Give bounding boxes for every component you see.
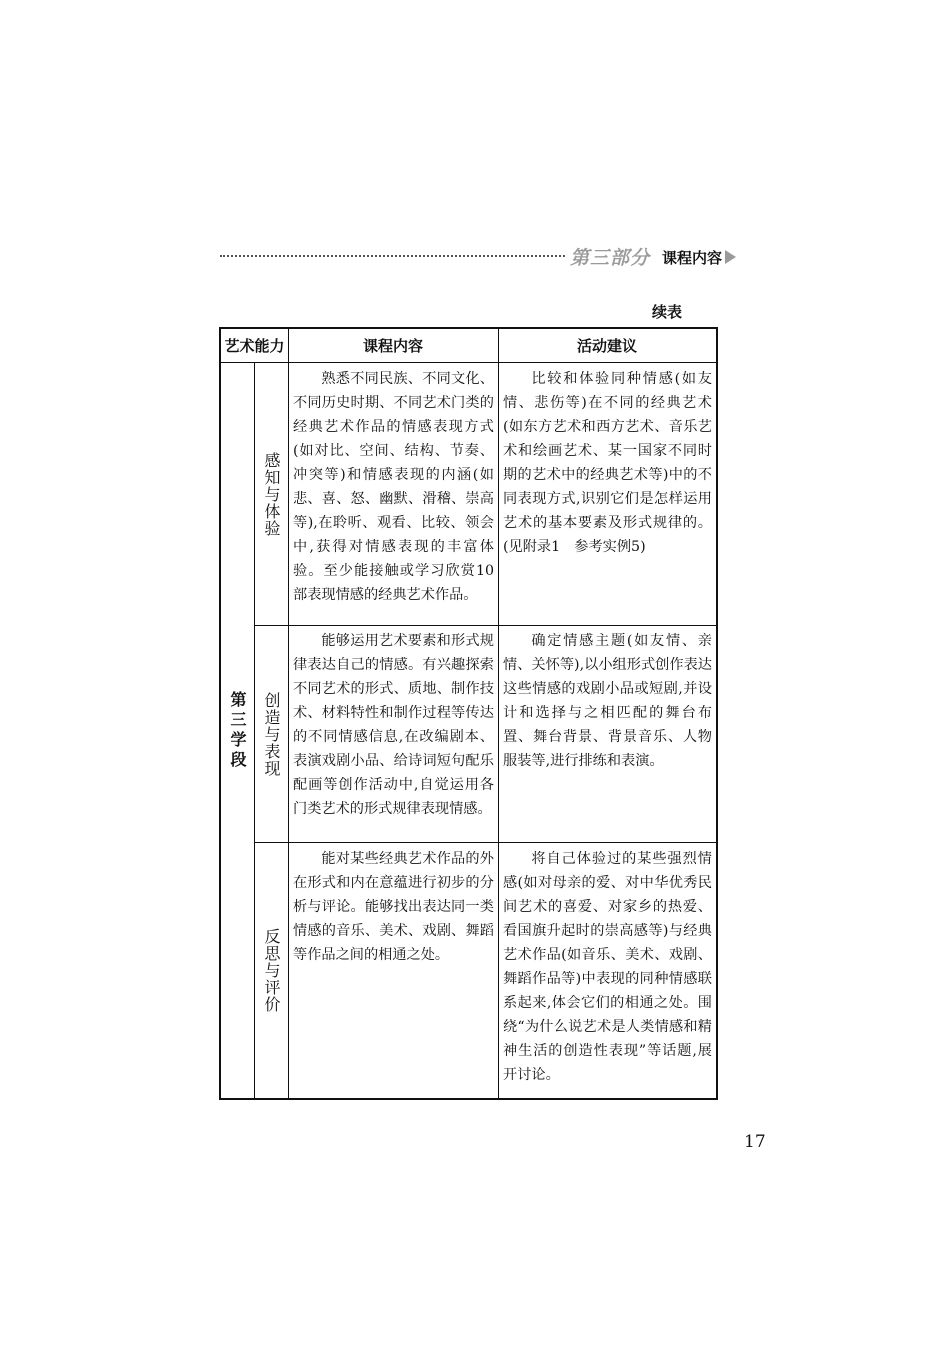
ability-label: 创造与表现 bbox=[262, 691, 281, 777]
activity-cell: 比较和体验同种情感(如友情、悲伤等)在不同的经典艺术(如东方艺术和西方艺术、音乐艺术和绘画艺术、某一国家不同时期的艺术中的经典艺术等)中的不同表现方式,识别它们是怎样运用艺术的基本要素及形式规律的。(见附录1 参考实例5) bbox=[503, 371, 712, 555]
column-header-content: 课程内容 bbox=[288, 329, 498, 363]
header-dotted-rule bbox=[220, 255, 565, 257]
header-section-title: 课程内容 bbox=[662, 249, 723, 267]
content-cell: 能够运用艺术要素和形式规律表达自己的情感。有兴趣探索不同艺术的形式、质地、制作技术、材料特性和制作过程等传达的不同情感信息,在改编剧本、表演戏剧小品、给诗词短句配乐配画等创作活动中,自觉运用各门类艺术的形式规律表现情感。 bbox=[293, 633, 494, 817]
column-header-activity: 活动建议 bbox=[498, 329, 716, 363]
content-cell: 熟悉不同民族、不同文化、不同历史时期、不同艺术门类的经典艺术作品的情感表现方式(如对比、空间、结构、节奏、冲突等)和情感表现的内涵(如悲、喜、怒、幽默、滑稽、崇高等),在聆听、观看、比较、领会中,获得对情感表现的丰富体验。至少能接触或学习欣赏10部表现情感的经典艺术作品。 bbox=[293, 371, 494, 603]
row-divider bbox=[254, 625, 716, 626]
header-part-label: 第三部分 bbox=[570, 247, 651, 269]
content-cell: 能对某些经典艺术作品的外在形式和内在意蕴进行初步的分析与评论。能够找出表达同一类情感的音乐、美术、戏剧、舞蹈等作品之间的相通之处。 bbox=[293, 851, 494, 963]
ability-label: 感知与体验 bbox=[262, 451, 281, 537]
ability-label: 反思与评价 bbox=[262, 928, 281, 1013]
row-divider bbox=[254, 842, 716, 843]
continued-label: 续表 bbox=[652, 303, 683, 321]
column-header-ability: 艺术能力 bbox=[221, 329, 288, 363]
activity-cell: 将自己体验过的某些强烈情感(如对母亲的爱、对中华优秀民间艺术的喜爱、对家乡的热爱、看国旗升起时的崇高感等)与经典艺术作品(如音乐、美术、戏剧、舞蹈作品等)中表现的同种情感联系起来,体会它们的相通之处。围绕“为什么说艺术是人类情感和精神生活的创造性表现”等话题,展开讨论。 bbox=[503, 851, 712, 1083]
header-arrow-icon bbox=[725, 250, 736, 264]
page-number: 17 bbox=[744, 1132, 766, 1152]
curriculum-table bbox=[219, 327, 718, 1100]
activity-cell: 确定情感主题(如友情、亲情、关怀等),以小组形式创作表达这些情感的戏剧小品或短剧,并设计和选择与之相匹配的舞台布置、舞台背景、背景音乐、人物服装等,进行排练和表演。 bbox=[503, 633, 712, 769]
stage-label: 第三学段 bbox=[228, 690, 247, 771]
